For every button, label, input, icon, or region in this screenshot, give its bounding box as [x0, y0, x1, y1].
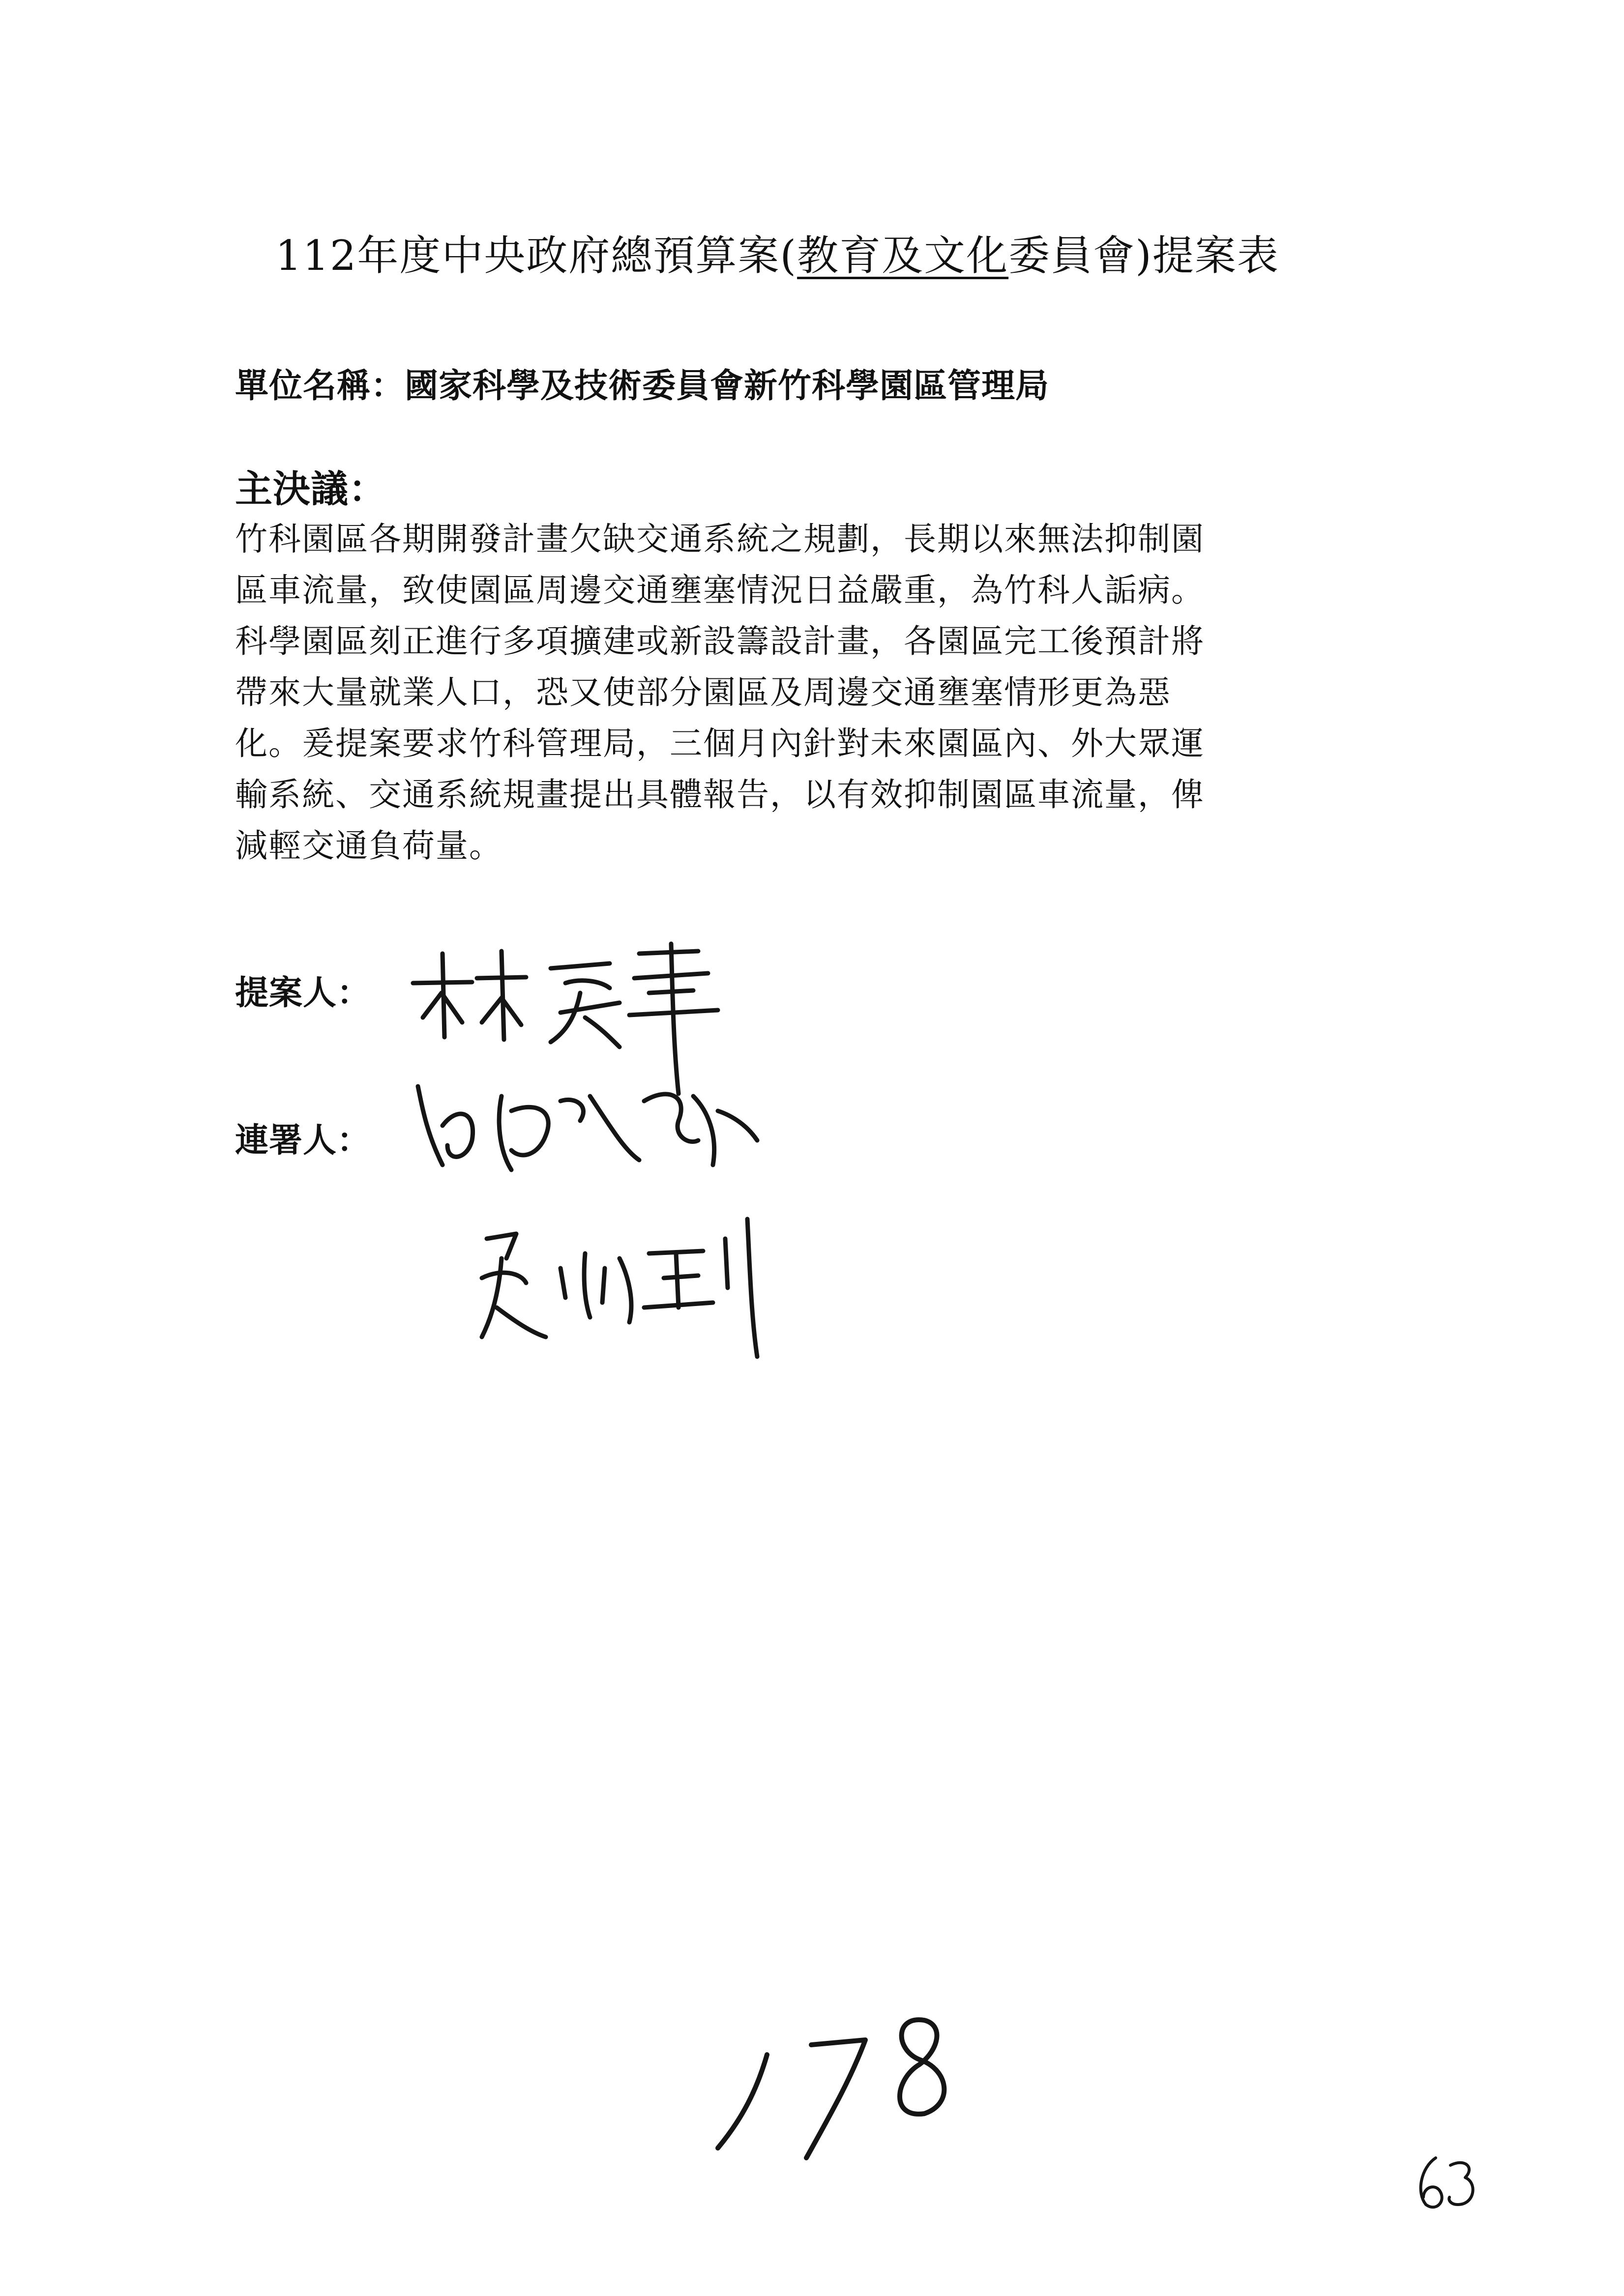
title-committee: 教育及文化 — [797, 232, 1009, 280]
title-suffix: 委員會)提案表 — [1008, 232, 1279, 280]
cosigner-label: 連署人： — [235, 1121, 371, 1160]
handwritten-number — [708, 1996, 974, 2163]
cosigner-signature-1 — [413, 1067, 767, 1194]
unit-row — [235, 361, 1049, 410]
motion-line: 科學園區刻正進行多項擴建或新設籌設計畫，各園區完工後預計將 — [235, 622, 1205, 660]
motion-line: 區車流量，致使園區周邊交通壅塞情況日益嚴重，為竹科人詬病。 — [235, 571, 1205, 609]
motion-line: 減輕交通負荷量。 — [235, 827, 502, 865]
page-number-handwritten — [1406, 2148, 1485, 2217]
cosigner-signature-2 — [472, 1209, 787, 1366]
page-title — [275, 224, 1357, 288]
motion-line: 帶來大量就業人口，恐又使部分園區及周邊交通壅塞情形更為惡 — [235, 673, 1171, 711]
unit-label: 單位名稱： — [235, 366, 405, 406]
motion-line: 化。爰提案要求竹科管理局，三個月內針對未來園區內、外大眾運 — [235, 725, 1205, 762]
motion-line: 竹科園區各期開發計畫欠缺交通系統之規劃，長期以來無法抑制園 — [235, 520, 1205, 558]
title-prefix: 112年度中央政府總預算案( — [275, 232, 797, 280]
unit-name: 國家科學及技術委員會新竹科學園區管理局 — [405, 366, 1050, 406]
proposer-label: 提案人： — [235, 973, 371, 1013]
motion-label: 主決議： — [235, 467, 386, 511]
motion-body — [235, 514, 1346, 872]
motion-line: 輸系統、交通系統規畫提出具體報告，以有效抑制園區車流量，俾 — [235, 776, 1205, 814]
